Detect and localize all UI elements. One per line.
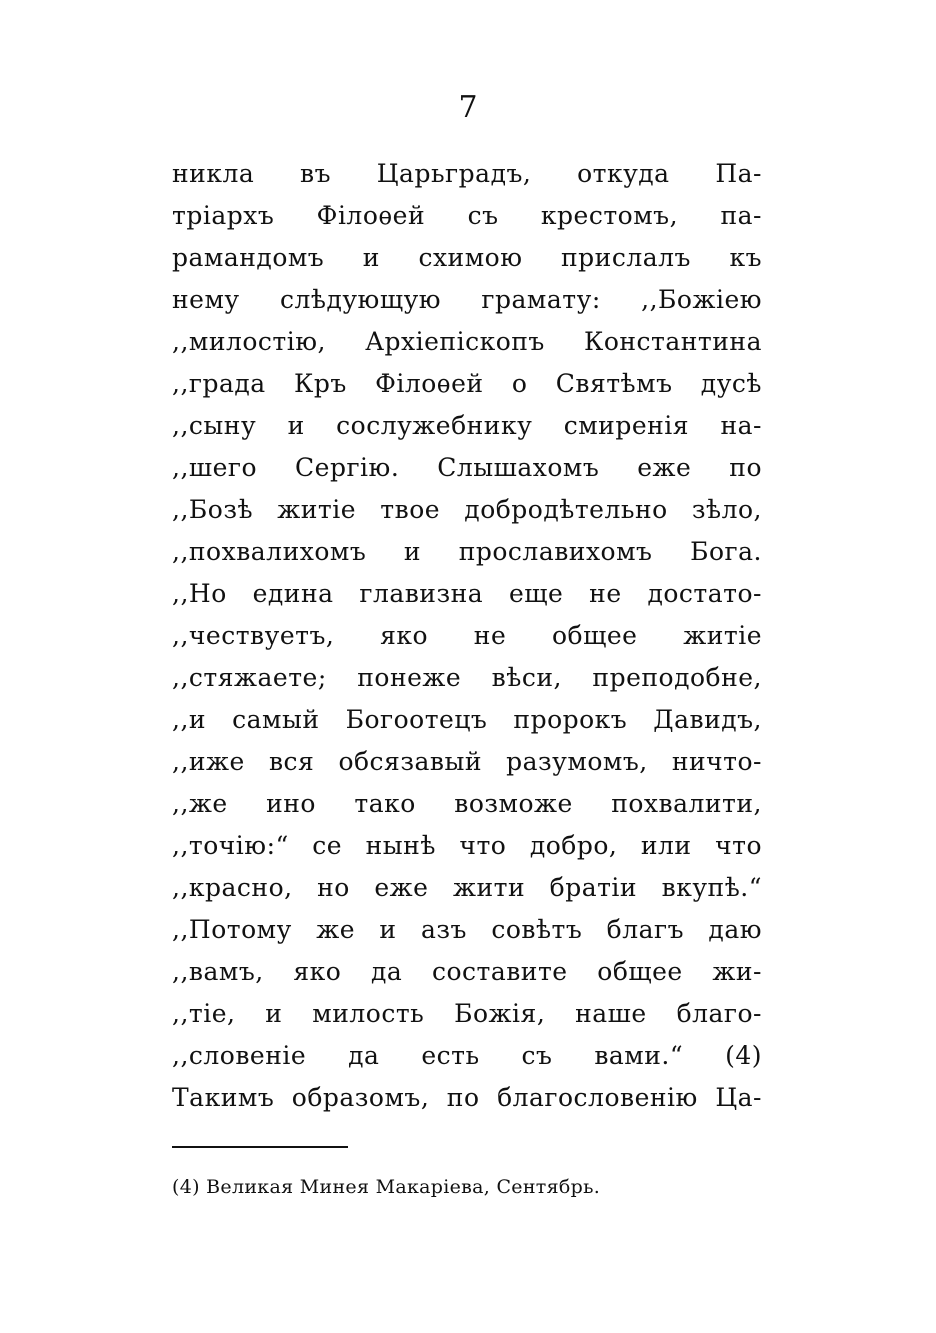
text-line: Такимъ образомъ, по благословенію Ца- xyxy=(172,1083,762,1112)
page-number: 7 xyxy=(458,90,478,125)
text-line: ,,словеніе да есть съ вами.“ (4) xyxy=(172,1041,762,1070)
text-line: ,,точію:“ се нынѣ что добро, или что xyxy=(172,831,762,860)
text-line: ,,милостію, Архіепіскопъ Константина xyxy=(172,327,762,356)
footnote-rule xyxy=(172,1146,348,1148)
text-line: рамандомъ и схимою прислалъ къ xyxy=(172,243,762,272)
text-line: нему слѣдующую грамату: ,,Божіею xyxy=(172,285,762,314)
body-text xyxy=(172,153,762,1119)
text-line: ,,вамъ, яко да составите общее жи- xyxy=(172,957,762,986)
text-line: ,,града Кръ Філоѳей о Святѣмъ дусѣ xyxy=(172,369,762,398)
footnote: (4) Великая Минея Макаріева, Сентябрь. xyxy=(172,1176,601,1198)
text-line: ,,Но едина главизна еще не достато- xyxy=(172,579,762,608)
text-line: ,,же ино тако возможе похвалити, xyxy=(172,789,762,818)
text-line: ,,Потому же и азъ совѣтъ благъ даю xyxy=(172,915,762,944)
text-line: ,,тіе, и милость Божія, наше благо- xyxy=(172,999,762,1028)
text-line: ,,иже вся обсязавый разумомъ, ничто- xyxy=(172,747,762,776)
text-line: ,,сыну и сослужебнику смиренія на- xyxy=(172,411,762,440)
text-line: ,,чествуетъ, яко не общее житіе xyxy=(172,621,762,650)
text-line: ,,шего Сергію. Слышахомъ еже по xyxy=(172,453,762,482)
text-line: никла въ Царьградъ, откуда Па- xyxy=(172,159,762,188)
text-line: ,,похвалихомъ и прославихомъ Бога. xyxy=(172,537,762,566)
text-line: ,,и самый Богоотецъ пророкъ Давидъ, xyxy=(172,705,762,734)
text-line: ,,красно, но еже жити братіи вкупѣ.“ xyxy=(172,873,762,902)
text-line: тріархъ Філоѳей съ крестомъ, па- xyxy=(172,201,762,230)
text-line: ,,Бозѣ житіе твое добродѣтельно зѣло, xyxy=(172,495,762,524)
text-line: ,,стяжаете; понеже вѣси, преподобне, xyxy=(172,663,762,692)
